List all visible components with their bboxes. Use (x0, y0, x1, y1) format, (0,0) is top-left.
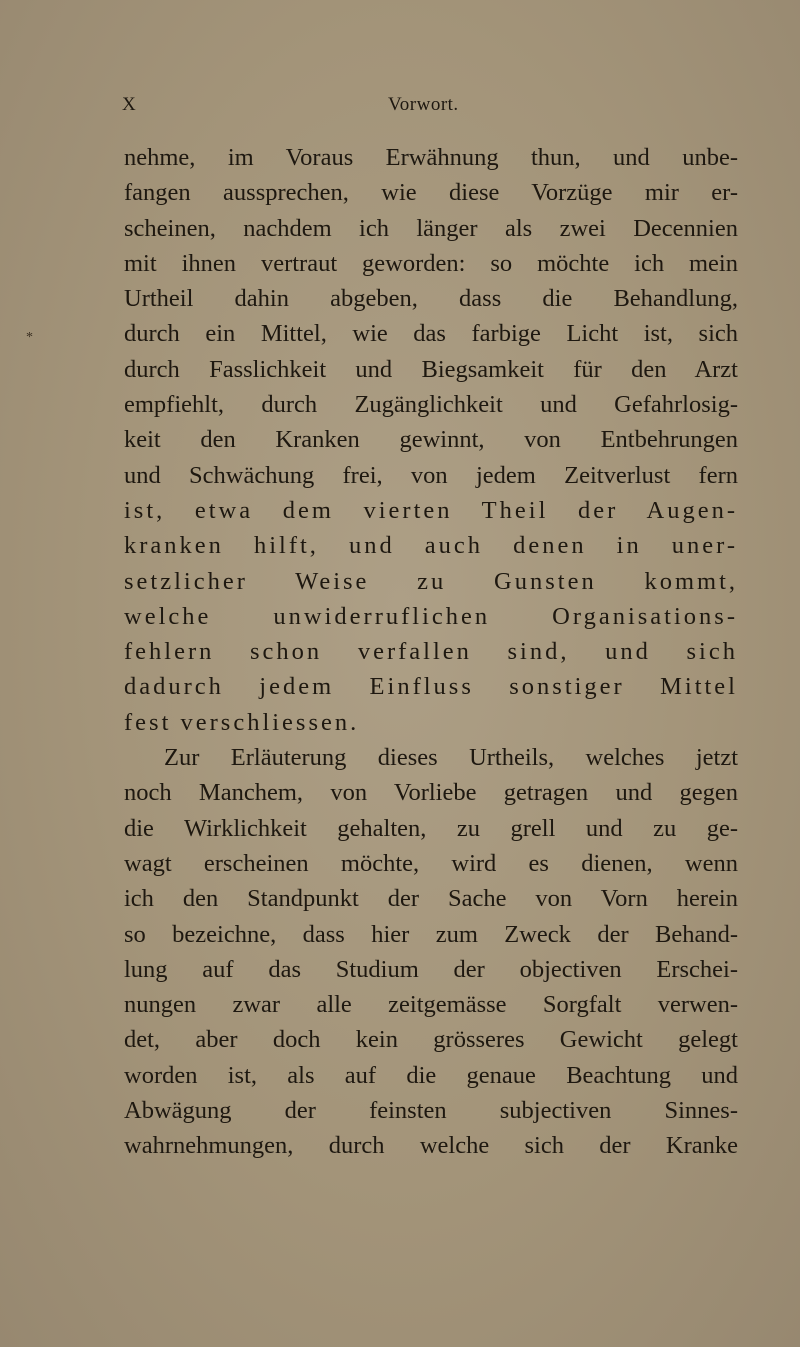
text-line: nehme, im Voraus Erwähnung thun, und unbe- (124, 144, 738, 171)
text-line-spaced: setzlicher Weise zu Gunsten kommt, (124, 567, 738, 595)
text-line-spaced: fest verschliessen. (124, 708, 360, 736)
text-line: det, aber doch kein grösseres Gewicht gelegt (124, 1026, 738, 1054)
text-line: durch Fasslichkeit und Biegsamkeit für den Arzt (124, 355, 738, 383)
text-line: Abwägung der feinsten subjectiven Sinnes- (124, 1097, 738, 1125)
text-line: mit ihnen vertraut geworden: so möchte ich mein (124, 249, 738, 277)
text-line: wahrnehmungen, durch welche sich der Kranke (124, 1132, 738, 1160)
running-title: Vorwort. (388, 94, 459, 115)
page-header (0, 94, 800, 118)
text-line: empfiehlt, durch Zugänglichkeit und Gefahrlosig- (124, 391, 738, 419)
text-line-spaced: dadurch jedem Einfluss sonstiger Mittel (124, 673, 738, 701)
margin-mark: * (26, 330, 33, 345)
text-line: so bezeichne, dass hier zum Zweck der Behand- (124, 920, 738, 948)
text-line: scheinen, nachdem ich länger als zwei Decennien (124, 214, 738, 242)
text-line: und Schwächung frei, von jedem Zeitverlust fern (124, 461, 738, 489)
page-number: X (122, 94, 137, 115)
text-line: die Wirklichkeit gehalten, zu grell und zu ge- (124, 814, 738, 842)
paragraph-start: Zur Erläuterung dieses Urtheils, welches jetzt (164, 744, 738, 772)
text-line-spaced: ist, etwa dem vierten Theil der Augen- (124, 496, 738, 524)
text-line: noch Manchem, von Vorliebe getragen und gegen (124, 779, 738, 807)
text-line-spaced: welche unwiderruflichen Organisations- (124, 602, 738, 630)
text-line-spaced: fehlern schon verfallen sind, und sich (124, 638, 738, 666)
text-line: lung auf das Studium der objectiven Erschei- (124, 955, 738, 983)
text-line: ich den Standpunkt der Sache von Vorn herein (124, 885, 738, 913)
text-line: fangen aussprechen, wie diese Vorzüge mir er- (124, 179, 738, 207)
text-line-spaced: kranken hilft, und auch denen in uner- (124, 532, 738, 560)
text-line: wagt erscheinen möchte, wird es dienen, wenn (124, 849, 738, 877)
text-line: Urtheil dahin abgeben, dass die Behandlung, (124, 285, 738, 313)
text-line: keit den Kranken gewinnt, von Entbehrungen (124, 426, 738, 454)
text-line: nungen zwar alle zeitgemässe Sorgfalt verwen- (124, 991, 738, 1019)
body-text (124, 140, 738, 1164)
text-line: worden ist, als auf die genaue Beachtung und (124, 1061, 738, 1089)
text-line: durch ein Mittel, wie das farbige Licht ist, sich (124, 320, 738, 348)
